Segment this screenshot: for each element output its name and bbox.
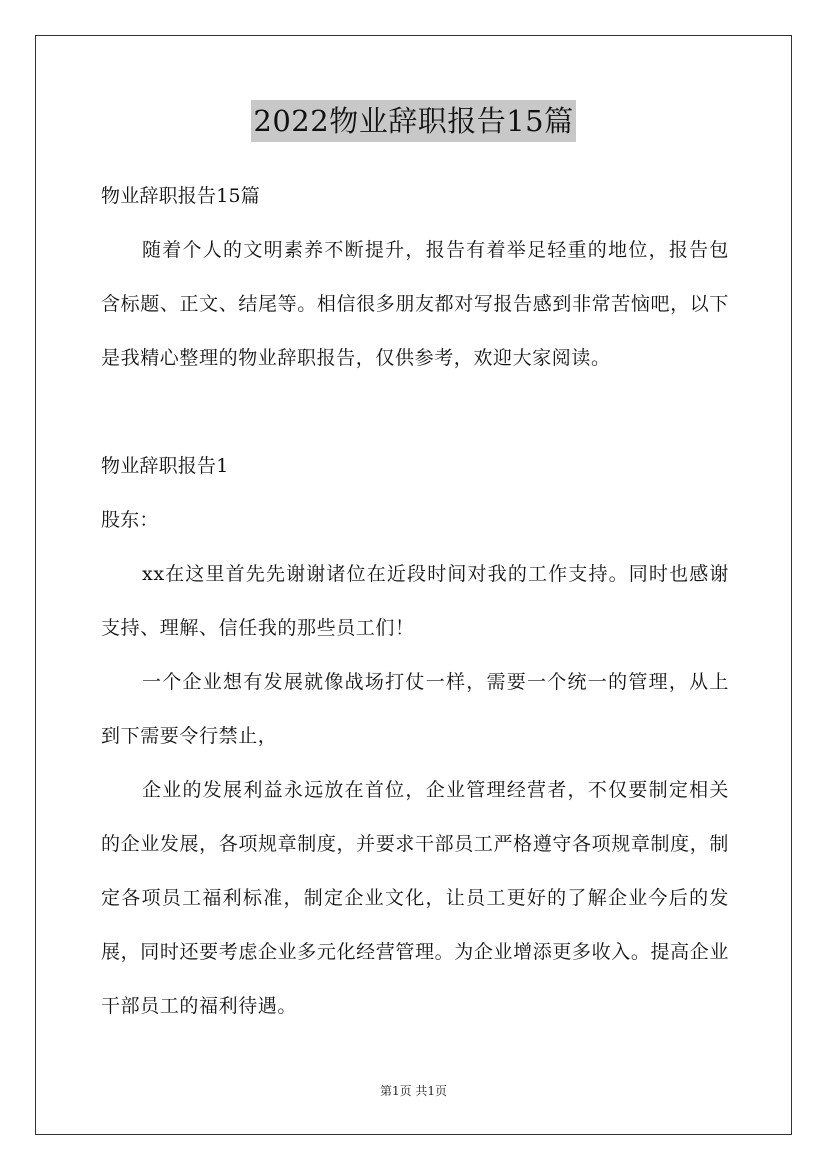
document-title: 2022物业辞职报告15篇 [251, 100, 575, 142]
intro-paragraph: 随着个人的文明素养不断提升，报告有着举足轻重的地位，报告包含标题、正文、结尾等。相信很多朋友都对写报告感到非常苦恼吧，以下是我精心整理的物业辞职报告，仅供参考，欢迎大家阅读。 [101, 239, 729, 369]
title-container [0, 100, 827, 142]
body-paragraph: xx在这里首先先谢谢诸位在近段时间对我的工作支持。同时也感谢支持、理解、信任我的那些员工们！ [101, 563, 729, 639]
document-subtitle: 物业辞职报告15篇 [101, 185, 260, 207]
body-paragraph: 一个企业想有发展就像战场打仗一样，需要一个统一的管理，从上到下需要令行禁止， [101, 671, 729, 747]
salutation: 股东： [101, 509, 159, 531]
page-number: 第1页 共1页 [379, 1084, 448, 1098]
section-heading: 物业辞职报告1 [101, 455, 229, 477]
document-body [101, 169, 729, 1033]
blank-line [101, 385, 729, 439]
body-paragraph: 企业的发展利益永远放在首位，企业管理经营者，不仅要制定相关的企业发展，各项规章制度，并要求干部员工严格遵守各项规章制度，制定各项员工福利标准，制定企业文化，让员工更好的了解企业今后的发展，同时还要考虑企业多元化经营管理。为企业增添更多收入。提高企业干部员工的福利待遇。 [101, 779, 729, 1017]
